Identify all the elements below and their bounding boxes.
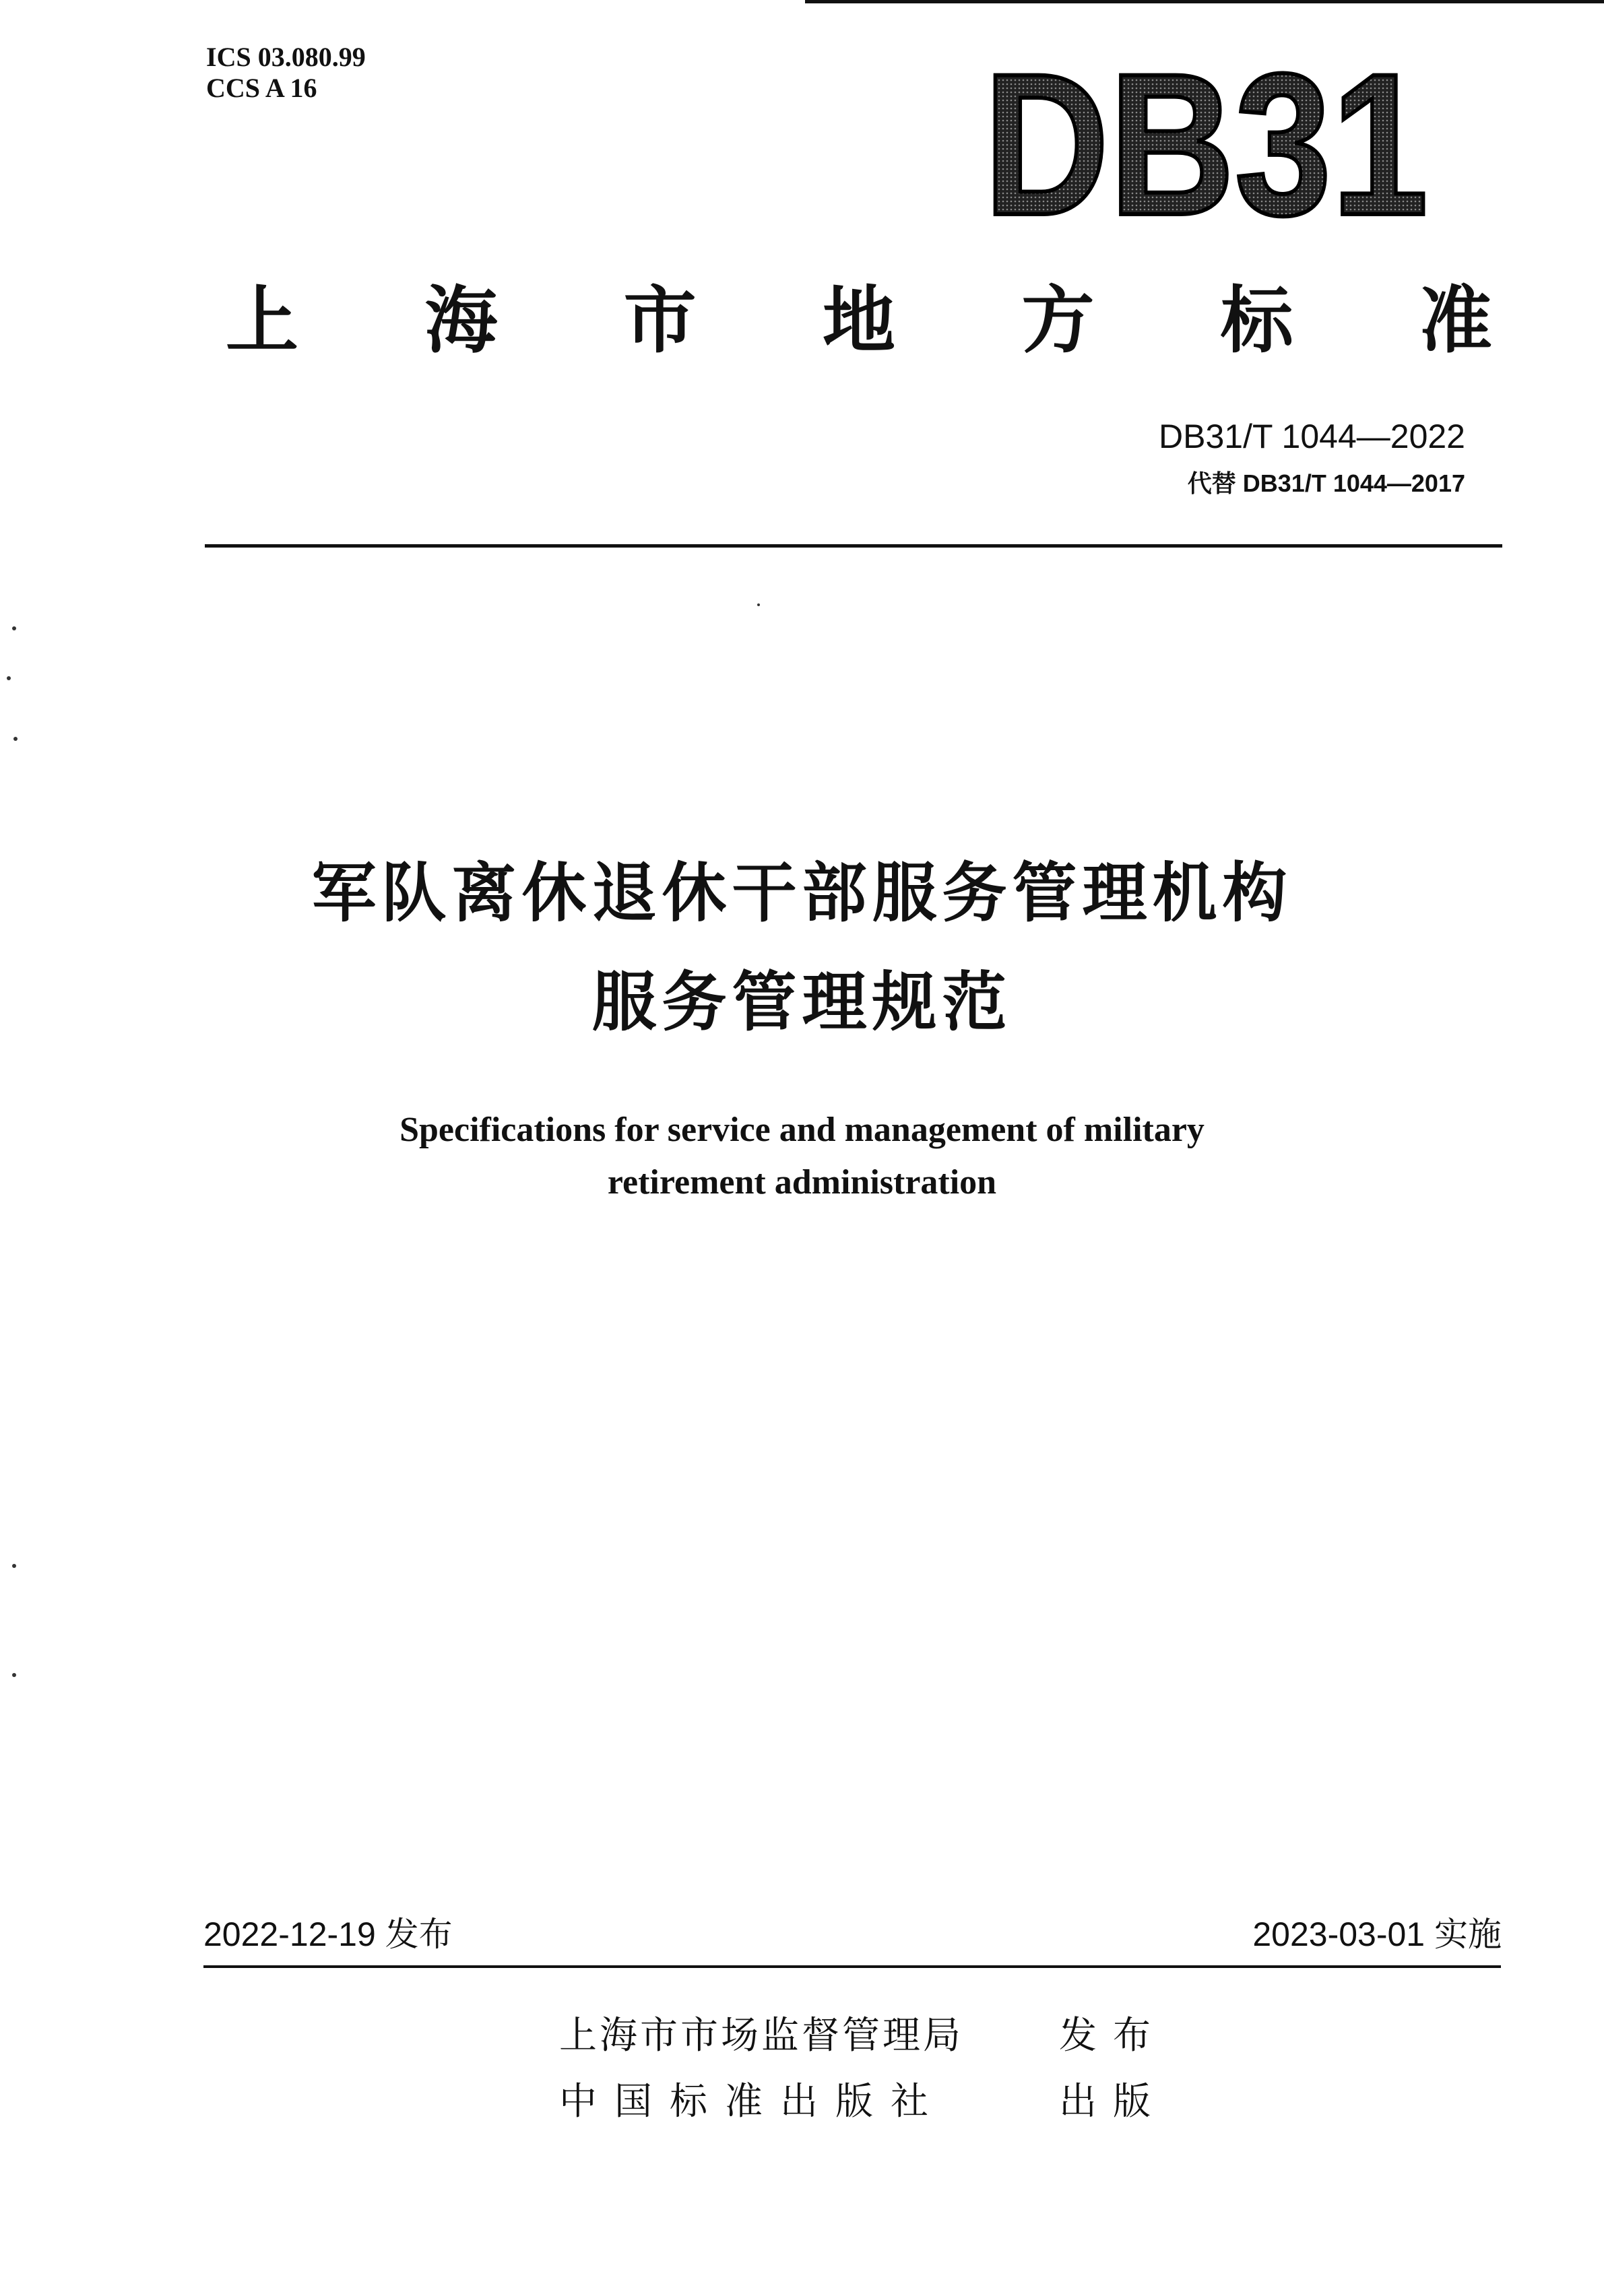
standard-type — [226, 277, 1492, 365]
header-rule — [205, 544, 1502, 548]
printer-role: 出版 — [1059, 2080, 1167, 2124]
scan-speck — [13, 737, 18, 741]
standard-type-char: 准 — [1419, 279, 1492, 363]
footer-rule — [203, 1965, 1501, 1968]
standard-type-char: 地 — [822, 279, 895, 363]
standard-type-char: 海 — [424, 279, 498, 363]
standard-type-char: 方 — [1021, 279, 1095, 363]
title-en-line1: Specifications for service and management of military — [399, 1111, 1205, 1149]
standard-number: DB31/T 1044—2022 — [1159, 418, 1465, 455]
title-en-line2: retirement administration — [607, 1163, 997, 1202]
standard-type-char: 上 — [226, 279, 299, 363]
scan-speck — [12, 1673, 16, 1677]
standard-type-char: 市 — [623, 279, 697, 363]
title-cn-line2: 服务管理规范 — [591, 964, 1013, 1040]
scan-speck — [7, 676, 11, 680]
scan-speck — [12, 626, 16, 630]
issue-date: 2022-12-19 发布 — [203, 1915, 453, 1953]
scan-speck — [757, 603, 760, 606]
implementation-date: 2023-03-01 实施 — [1252, 1915, 1502, 1953]
db31-logo-text: DB31 — [984, 31, 1428, 257]
db31-logo — [977, 31, 1435, 257]
replaces-standard: 代替 DB31/T 1044—2017 — [1187, 469, 1465, 497]
title-cn-line1: 军队离休退休干部服务管理机构 — [311, 855, 1293, 931]
standard-type-char: 标 — [1220, 279, 1293, 363]
publisher-org: 上海市市场监督管理局 — [559, 2014, 963, 2058]
printer-org: 中国标准出版社 — [559, 2080, 946, 2124]
top-rule — [805, 0, 1604, 3]
scan-speck — [12, 1564, 16, 1568]
ics-code: ICS 03.080.99 — [206, 42, 366, 72]
publisher-role: 发布 — [1059, 2014, 1167, 2058]
classification-codes — [206, 42, 366, 104]
ccs-code: CCS A 16 — [206, 73, 317, 103]
